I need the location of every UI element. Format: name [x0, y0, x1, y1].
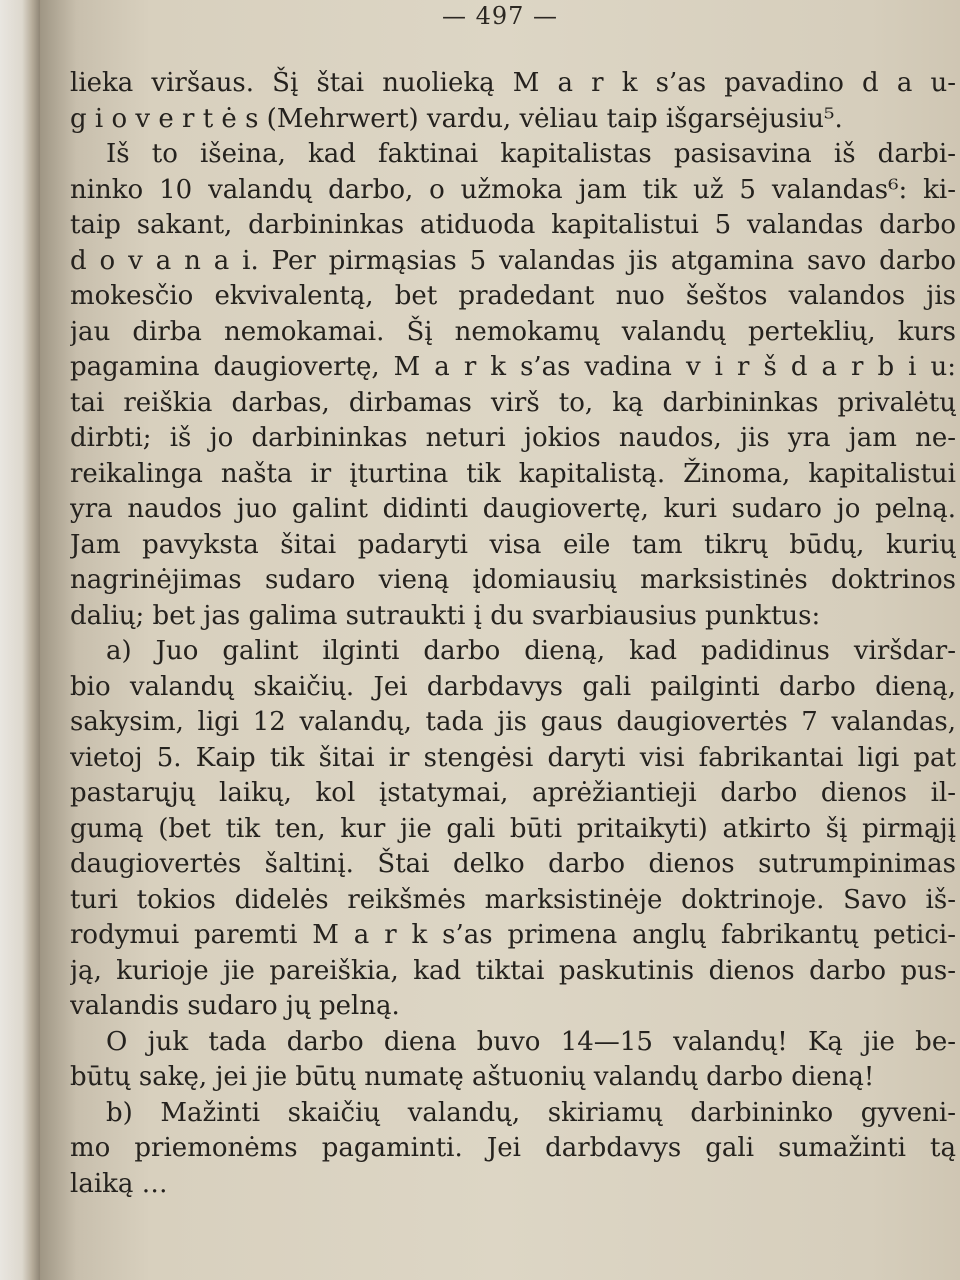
text-line: gumą (bet tik ten, kur jie gali būti pritaikyti) atkirto šį pirmąjį	[70, 813, 956, 844]
book-page	[40, 0, 960, 1280]
text-line: reikalinga našta ir įturtina tik kapitalistą. Žinoma, kapitalistui	[70, 458, 956, 489]
text-line: a) Juo galint ilginti darbo dieną, kad padidinus viršdar-	[106, 636, 956, 666]
text-line: b) Mažinti skaičių valandų, skiriamų darbininko gyveni-	[106, 1097, 956, 1128]
text-line: sakysim, ligi 12 valandų, tada jis gaus daugiovertės 7 valandas,	[70, 707, 956, 737]
facing-page-edge	[0, 0, 40, 1280]
text-line: daugiovertės šaltinį. Štai delko darbo dienos sutrumpinimas	[70, 849, 956, 879]
body-text	[70, 66, 956, 1202]
text-line: O juk tada darbo diena buvo 14—15 valandų! Ką jie be-	[106, 1026, 956, 1057]
text-line: taip sakant, darbininkas atiduoda kapitalistui 5 valandas darbo	[70, 210, 956, 240]
text-line: Iš to išeina, kad faktinai kapitalistas pasisavina iš darbi-	[106, 139, 956, 169]
text-line: ninko 10 valandų darbo, o užmoka jam tik už 5 valandas⁶: ki-	[70, 174, 956, 205]
text-line: pagamina daugiovertę, M a r k s’as vadina v i r š d a r b i u:	[70, 352, 956, 382]
text-line: turi tokios didelės reikšmės marksistinėje doktrinoje. Savo iš-	[70, 884, 956, 915]
text-line: g i o v e r t ė s (Mehrwert) vardu, vėliau taip išgarsėjusiu⁵.	[70, 103, 843, 134]
text-line: valandis sudaro jų pelną.	[70, 991, 400, 1021]
text-line: lieka viršaus. Šį štai nuolieką M a r k s’as pavadino d a u-	[70, 68, 956, 98]
text-line: ją, kurioje jie pareiškia, kad tiktai paskutinis dienos darbo pus-	[70, 955, 956, 986]
text-line: nagrinėjimas sudaro vieną įdomiausių marksistinės doktrinos	[70, 565, 956, 595]
text-line: pastarųjų laikų, kol įstatymai, aprėžiantieji darbo dienos il-	[70, 778, 956, 808]
text-line: yra naudos juo galint didinti daugiovertę, kuri sudaro jo pelną.	[70, 494, 956, 524]
text-line: d o v a n a i. Per pirmąsias 5 valandas jis atgamina savo darbo	[70, 245, 956, 276]
text-line: dalių; bet jas galima sutraukti į du svarbiausius punktus:	[70, 600, 821, 631]
text-line: jau dirba nemokamai. Šį nemokamų valandų perteklių, kurs	[70, 316, 956, 347]
text-line: vietoj 5. Kaip tik šitai ir stengėsi daryti visi fabrikantai ligi pat	[70, 742, 956, 773]
text-line: mokesčio ekvivalentą, bet pradedant nuo šeštos valandos jis	[70, 281, 956, 311]
text-line: bio valandų skaičių. Jei darbdavys gali pailginti darbo dieną,	[70, 671, 956, 702]
text-line: būtų sakę, jei jie būtų numatę aštuonių valandų darbo dieną!	[70, 1062, 875, 1092]
text-line: laiką …	[70, 1168, 168, 1199]
page-number: — 497 —	[441, 2, 559, 30]
text-line: rodymui paremti M a r k s’as primena anglų fabrikantų petici-	[70, 920, 956, 950]
text-line: tai reiškia darbas, dirbamas virš to, ką darbininkas privalėtų	[70, 387, 956, 418]
text-line: mo priemonėms pagaminti. Jei darbdavys gali sumažinti tą	[70, 1133, 956, 1163]
text-line: dirbti; iš jo darbininkas neturi jokios naudos, jis yra jam ne-	[70, 423, 956, 453]
text-line: Jam pavyksta šitai padaryti visa eile tam tikrų būdų, kurių	[70, 529, 956, 560]
